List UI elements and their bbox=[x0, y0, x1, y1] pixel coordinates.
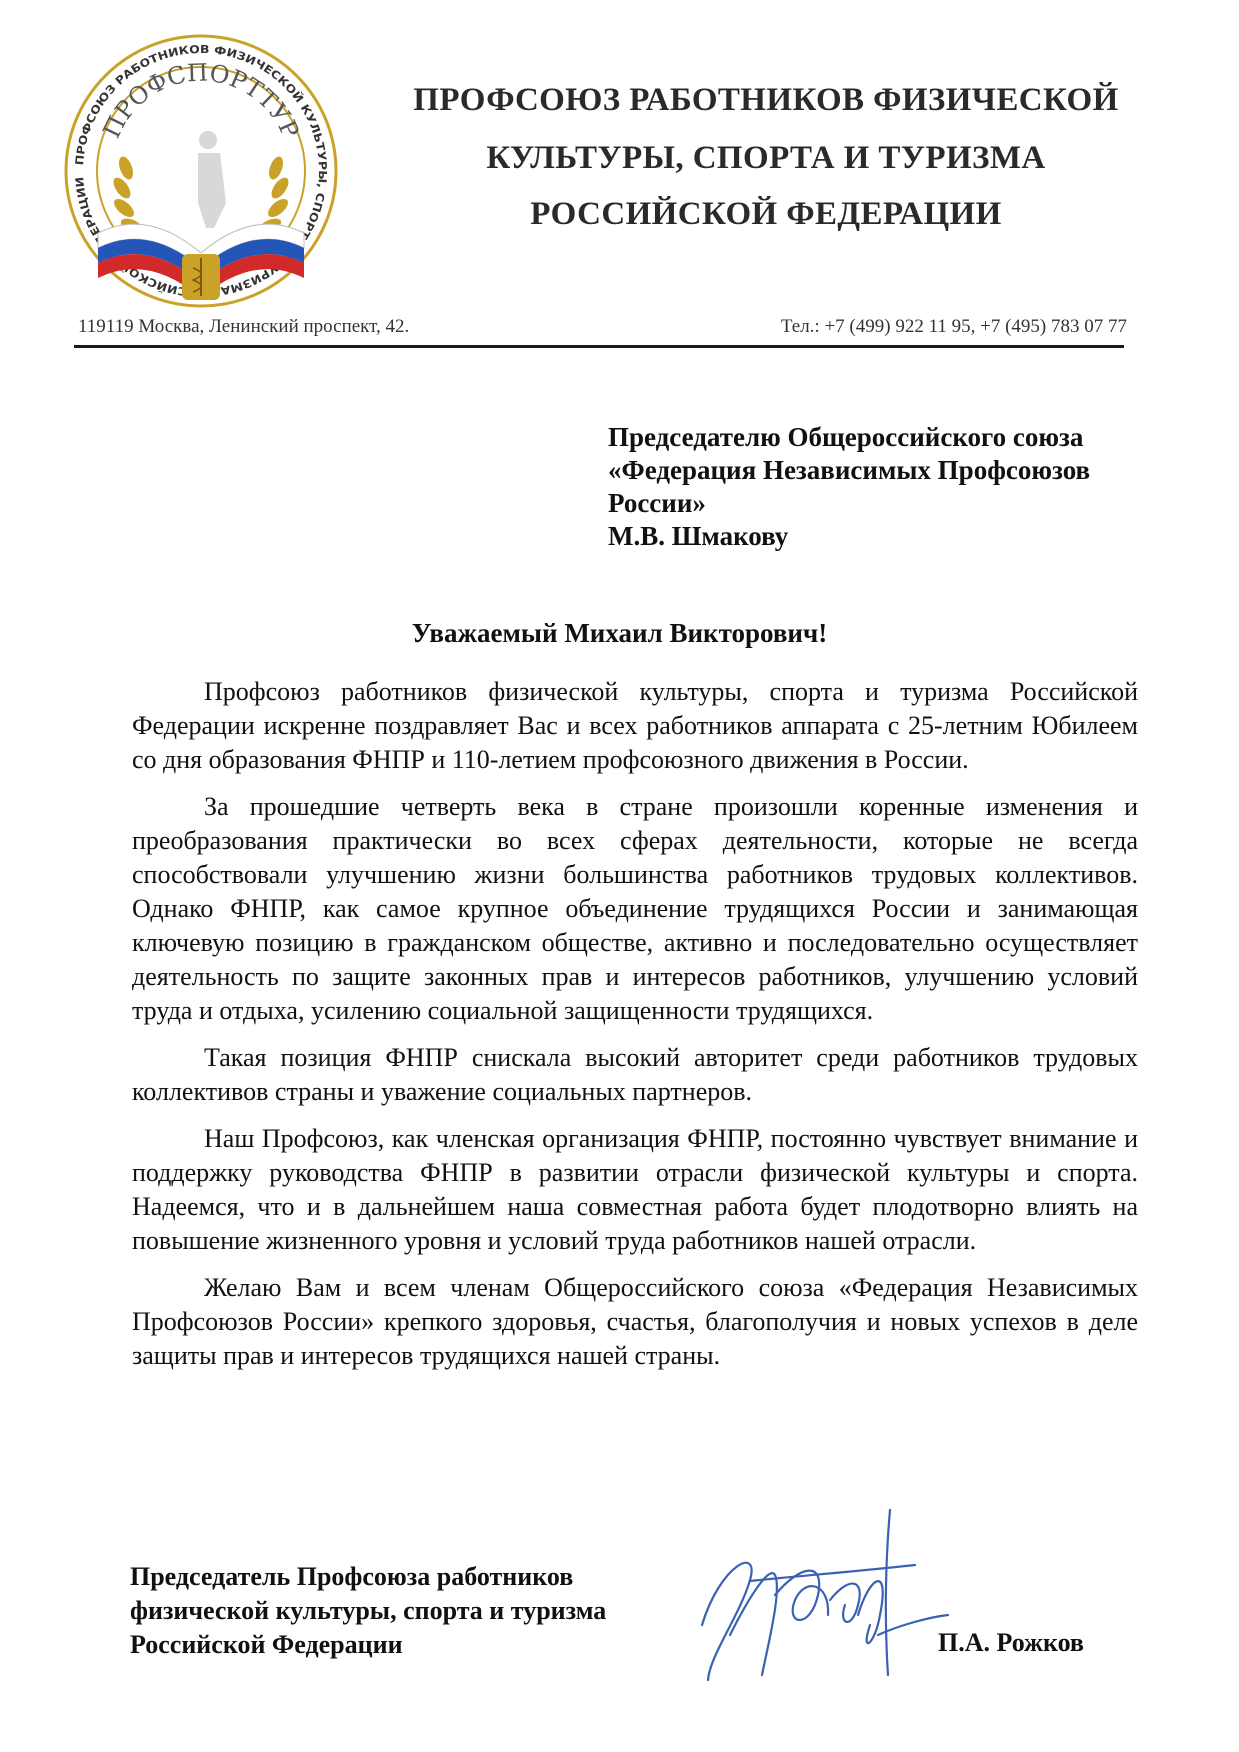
signer-title-line-2: физической культуры, спорта и туризма bbox=[130, 1596, 607, 1625]
org-address: 119119 Москва, Ленинский проспект, 42. bbox=[78, 316, 410, 337]
emblem-ring-text: ПРОФСОЮЗ РАБОТНИКОВ ФИЗИЧЕСКОЙ КУЛЬТУРЫ, СПОРТ РИЗМА ИЙСКО ЕРАЦИИ bbox=[73, 42, 330, 298]
org-name-line-2: КУЛЬТУРЫ, СПОРТА И ТУРИЗМА bbox=[486, 140, 1046, 176]
signer-title-line-1: Председатель Профсоюза работников bbox=[130, 1562, 574, 1591]
body-paragraph: Наш Профсоюз, как членская организация ФНПР, постоянно чувствует внимание и поддержку руководства ФНПР в развитии отрасли физической культуры и спорта. Надеемся, что и в дальнейшем наша совместная работа будет плодотворно влиять на повышение жизненного уровня и условий труда работников нашей отрасли. bbox=[132, 1124, 1138, 1255]
letter-body bbox=[132, 675, 1138, 1386]
body-paragraph: Такая позиция ФНПР снискала высокий авторитет среди работников трудовых коллективов страны и уважение социальных партнеров. bbox=[132, 1043, 1138, 1106]
signer-title-line-3: Российской Федерации bbox=[130, 1630, 403, 1659]
body-paragraph: Профсоюз работников физической культуры, спорта и туризма Российской Федерации искренне поздравляет Вас и всех работников аппарата с 25-летним Юбилеем со дня образования ФНПР и 110-летием профсоюзного движения в России. bbox=[132, 677, 1138, 774]
emblem-arc-text: ПРОФСПОРТТУР bbox=[97, 58, 305, 143]
recipient-name: М.В. Шмакову bbox=[608, 521, 789, 551]
org-name-line-3: РОССИЙСКОЙ ФЕДЕРАЦИИ bbox=[530, 196, 1002, 232]
header-divider bbox=[74, 345, 1124, 348]
body-paragraph: Желаю Вам и всем членам Общероссийского союза «Федерация Независимых Профсоюзов России» крепкого здоровья, счастья, благополучия и новых успехов в деле защиты прав и интересов трудящихся нашей страны. bbox=[132, 1273, 1138, 1370]
salutation: Уважаемый Михаил Викторович! bbox=[411, 618, 828, 648]
recipient-line-2: «Федерация Независимых Профсоюзов bbox=[608, 455, 1091, 485]
org-name-line-1: ПРОФСОЮЗ РАБОТНИКОВ ФИЗИЧЕСКОЙ bbox=[413, 82, 1119, 118]
signer-name: П.А. Рожков bbox=[938, 1628, 1084, 1657]
org-phones: Тел.: +7 (499) 922 11 95, +7 (495) 783 07 77 bbox=[780, 316, 1127, 337]
union-emblem-logo bbox=[58, 28, 344, 314]
handwritten-signature bbox=[690, 1505, 950, 1685]
recipient-line-1: Председателю Общероссийского союза bbox=[608, 422, 1084, 452]
body-paragraph: За прошедшие четверть века в стране произошли коренные изменения и преобразования практически во всех сферах деятельности, которые не всегда способствовали улучшению жизни большинства работников трудовых коллективов. Однако ФНПР, как самое крупное объединение трудящихся России и занимающая ключевую позицию в гражданском обществе, активно и последовательно осуществляет деятельность по защите законных прав и интересов работников, улучшению условий труда и отдыха, усилению социальной защищенности трудящихся. bbox=[132, 792, 1138, 1025]
recipient-line-3: России» bbox=[608, 488, 706, 518]
